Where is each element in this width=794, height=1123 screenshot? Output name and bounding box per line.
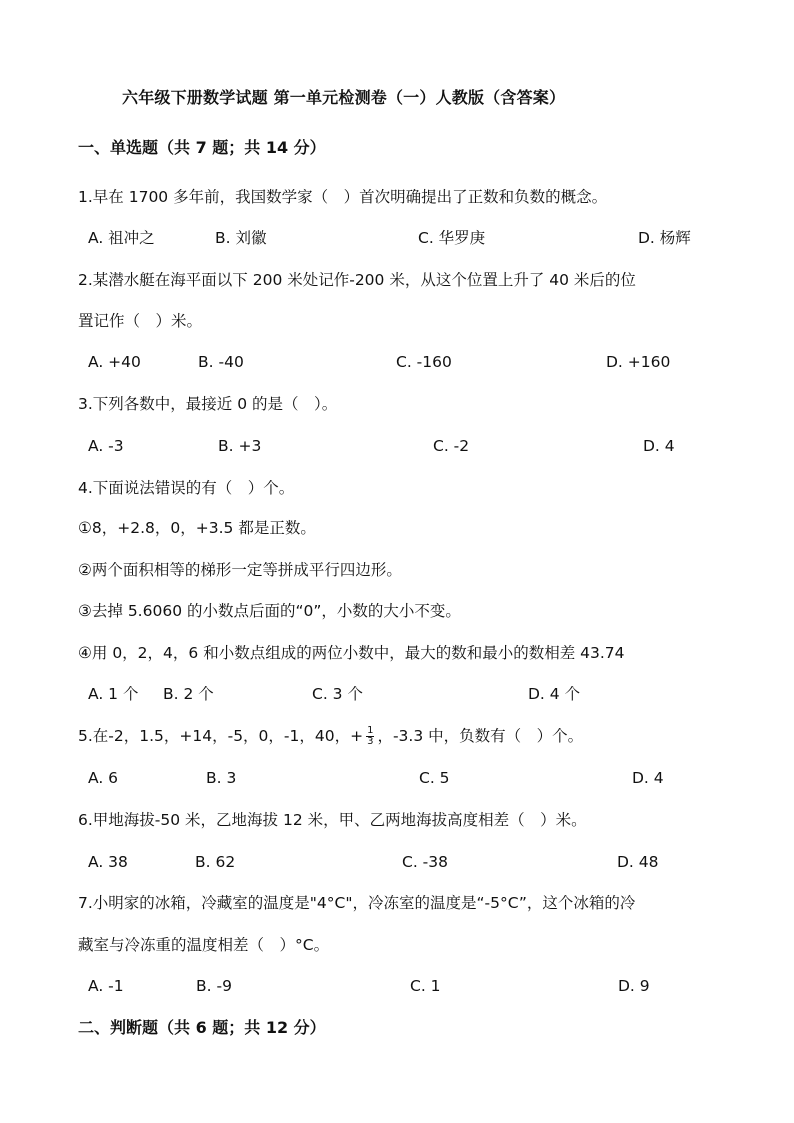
option-c: C. 华罗庚 [418, 229, 486, 247]
question-2-stem-line-1: 2.某潜水艇在海平面以下 200 米处记作-200 米，从这个位置上升了 40 米后的位 [78, 271, 636, 289]
question-2-stem-line-2: 置记作（ ）米。 [78, 312, 203, 330]
option-c: C. 1 [410, 977, 441, 995]
option-c: C. 3 个 [312, 685, 363, 703]
option-a: A. +40 [88, 353, 141, 371]
question-4-statement-1: ①8，+2.8，0，+3.5 都是正数。 [78, 519, 316, 537]
question-4-statement-4: ④用 0，2，4，6 和小数点组成的两位小数中，最大的数和最小的数相差 43.74 [78, 644, 625, 662]
option-b: B. 刘徽 [215, 229, 267, 247]
question-4-statement-3: ③去掉 5.6060 的小数点后面的“0”，小数的大小不变。 [78, 602, 461, 620]
question-2-options [88, 352, 738, 372]
question-7-stem-line-1: 7.小明家的冰箱，冷藏室的温度是"4°C"，冷冻室的温度是“-5°C”，这个冰箱的冷 [78, 894, 636, 912]
question-4-options [88, 684, 738, 704]
option-a: A. 1 个 [88, 685, 139, 703]
option-c: C. -38 [402, 853, 448, 871]
option-b: B. +3 [218, 437, 262, 455]
question-7-stem-line-2: 藏室与冷冻重的温度相差（ ）°C。 [78, 936, 330, 954]
question-7-options [88, 976, 738, 996]
option-a: A. 祖冲之 [88, 229, 155, 247]
question-3-stem: 3.下列各数中，最接近 0 的是（ ）。 [78, 395, 338, 413]
option-a: A. -3 [88, 437, 124, 455]
fraction-one-third: $\frac{1}{3}$ [367, 725, 374, 747]
option-b: B. -40 [198, 353, 244, 371]
option-d: D. 杨辉 [638, 229, 691, 247]
option-d: D. 4 个 [528, 685, 581, 703]
question-1-options [88, 228, 738, 248]
question-4-stem: 4.下面说法错误的有（ ）个。 [78, 479, 295, 497]
page-title: 六年级下册数学试题 第一单元检测卷（一）人教版（含答案） [122, 88, 566, 107]
question-5-options [88, 768, 738, 788]
option-a: A. 38 [88, 853, 128, 871]
option-d: D. 9 [618, 977, 650, 995]
option-d: D. 4 [632, 769, 664, 787]
question-4-statement-2: ②两个面积相等的梯形一定等拼成平行四边形。 [78, 561, 402, 579]
question-6-options [88, 852, 738, 872]
option-b: B. 2 个 [163, 685, 214, 703]
question-6-stem: 6.甲地海拔-50 米，乙地海拔 12 米，甲、乙两地海拔高度相差（ ）米。 [78, 811, 587, 829]
option-a: A. -1 [88, 977, 124, 995]
option-d: D. 48 [617, 853, 659, 871]
option-c: C. -2 [433, 437, 470, 455]
option-b: B. 3 [206, 769, 237, 787]
option-b: B. 62 [195, 853, 236, 871]
question-3-options [88, 436, 738, 456]
option-d: D. +160 [606, 353, 671, 371]
question-1-stem: 1.早在 1700 多年前，我国数学家（ ）首次明确提出了正数和负数的概念。 [78, 188, 608, 206]
question-5-stem [78, 726, 583, 747]
option-d: D. 4 [643, 437, 675, 455]
section-heading-true-false: 二、判断题（共 6 题；共 12 分） [78, 1018, 326, 1037]
section-heading-single-choice: 一、单选题（共 7 题；共 14 分） [78, 138, 326, 157]
option-c: C. 5 [419, 769, 450, 787]
question-5-stem-part-1: 5.在-2，1.5，+14，-5，0，-1，40，+ [78, 727, 364, 745]
option-c: C. -160 [396, 353, 452, 371]
question-5-stem-part-2: ，-3.3 中，负数有（ ）个。 [377, 727, 584, 745]
option-a: A. 6 [88, 769, 119, 787]
option-b: B. -9 [196, 977, 232, 995]
